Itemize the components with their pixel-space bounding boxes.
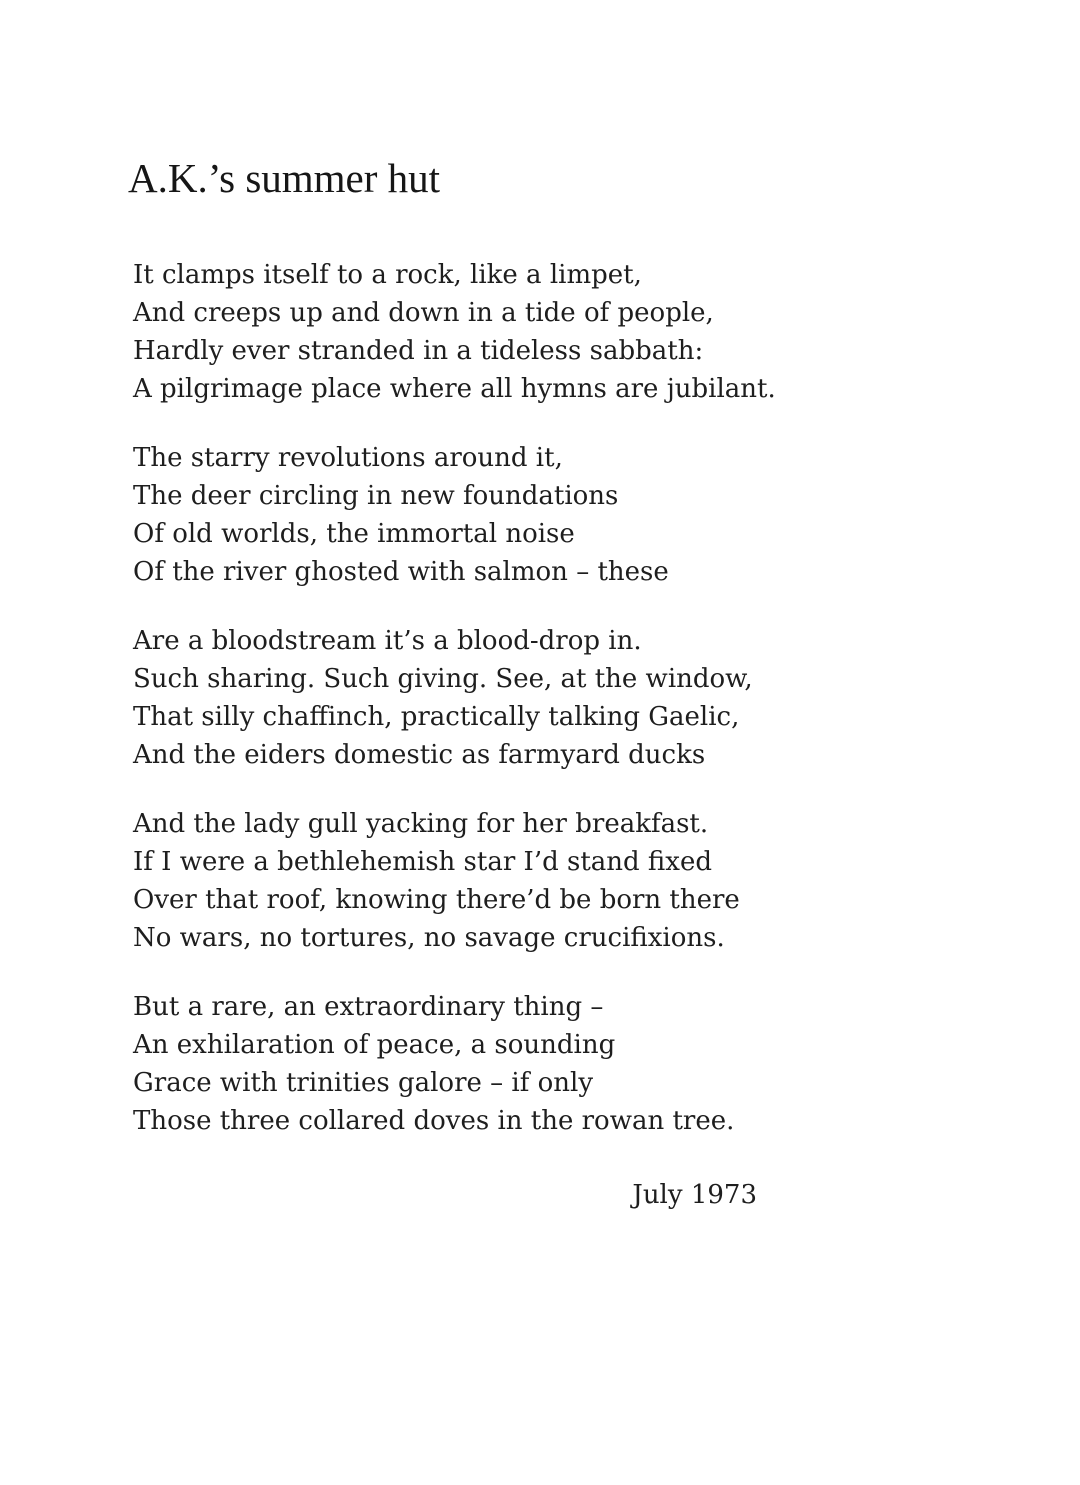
poem-line: If I were a bethlehemish star I’d stand fixed <box>133 847 712 877</box>
poem-line: Of old worlds, the immortal noise <box>133 519 575 549</box>
poem-line: Over that roof, knowing there’d be born there <box>133 885 740 915</box>
stanza-3 <box>133 622 953 774</box>
poem-body <box>133 256 953 1171</box>
poem-line: And the lady gull yacking for her breakfast. <box>133 809 709 839</box>
stanza-2 <box>133 439 953 591</box>
poem-title: A.K.’s summer hut <box>128 155 441 201</box>
poem-line: But a rare, an extraordinary thing – <box>133 992 604 1022</box>
stanza-4 <box>133 805 953 957</box>
poem-line: That silly chaffinch, practically talking Gaelic, <box>133 702 740 732</box>
poem-line: And the eiders domestic as farmyard ducks <box>133 740 706 770</box>
poem-line: Are a bloodstream it’s a blood-drop in. <box>133 626 642 656</box>
poem-date: July 1973 <box>632 1180 757 1210</box>
poem-line: No wars, no tortures, no savage crucifixions. <box>133 923 725 953</box>
stanza-5 <box>133 988 953 1140</box>
poem-line: A pilgrimage place where all hymns are jubilant. <box>133 374 776 404</box>
poem-line: An exhilaration of peace, a sounding <box>133 1030 616 1060</box>
poem-line: Such sharing. Such giving. See, at the window, <box>133 664 753 694</box>
stanza-1 <box>133 256 953 408</box>
poem-line: And creeps up and down in a tide of people, <box>133 298 714 328</box>
poem-line: The starry revolutions around it, <box>133 443 563 473</box>
poem-line: Of the river ghosted with salmon – these <box>133 557 669 587</box>
poem-line: Grace with trinities galore – if only <box>133 1068 594 1098</box>
poem-line: Those three collared doves in the rowan tree. <box>133 1106 735 1136</box>
poem-line: Hardly ever stranded in a tideless sabbath: <box>133 336 704 366</box>
poem-line: It clamps itself to a rock, like a limpet, <box>133 260 642 290</box>
poem-line: The deer circling in new foundations <box>133 481 619 511</box>
